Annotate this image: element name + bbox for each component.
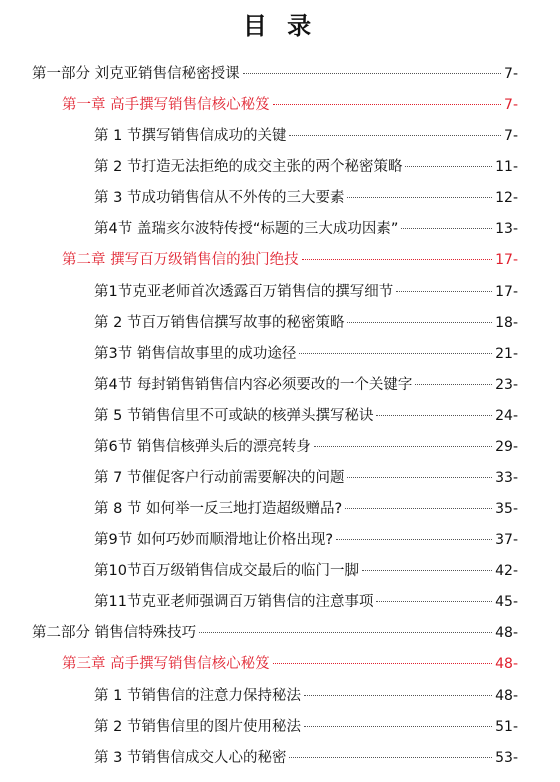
- toc-section: [94, 717, 518, 737]
- toc-chapter-1: [62, 95, 518, 115]
- toc-section: [94, 530, 518, 550]
- dot-leader: [273, 662, 493, 664]
- toc-page-number: 48-: [495, 656, 518, 672]
- toc-entry-label: 第4节 盖瑞亥尔波特传授“标题的三大成功因素”: [94, 221, 399, 237]
- toc-page-number: 18-: [495, 315, 518, 331]
- toc-section: [94, 157, 518, 177]
- toc-entry-label: 第 1 节销售信的注意力保持秘法: [94, 688, 301, 704]
- toc-chapter-3: [62, 654, 518, 674]
- toc-page-number: 33-: [495, 470, 518, 486]
- toc-page-number: 35-: [495, 501, 518, 517]
- dot-leader: [199, 631, 492, 633]
- toc-section: [94, 468, 518, 488]
- toc-page-number: 48-: [495, 688, 518, 704]
- toc-section: [94, 686, 518, 706]
- dot-leader: [376, 600, 492, 602]
- toc-section: [94, 499, 518, 519]
- dot-leader: [405, 165, 492, 167]
- page-title: 目 录: [242, 12, 318, 40]
- toc-entry-label: 第 3 节成功销售信从不外传的三大要素: [94, 190, 345, 206]
- dot-leader: [347, 196, 492, 198]
- dot-leader: [415, 383, 492, 385]
- toc-section: [94, 437, 518, 457]
- dot-leader: [304, 725, 492, 727]
- dot-leader: [314, 445, 492, 447]
- toc-entry-label: 第 3 节销售信成交人心的秘密: [94, 750, 287, 766]
- toc-entry-label: 第二章 撰写百万级销售信的独门绝技: [62, 252, 299, 268]
- toc-page-number: 17-: [495, 284, 518, 300]
- dot-leader: [347, 476, 492, 478]
- toc-section: [94, 748, 518, 768]
- toc-section: [94, 282, 518, 302]
- toc-entry-label: 第11节克亚老师强调百万销售信的注意事项: [94, 594, 374, 610]
- toc-page-number: 11-: [495, 159, 518, 175]
- toc-section: [94, 592, 518, 612]
- toc-entry-label: 第3节 销售信故事里的成功途径: [94, 346, 297, 362]
- toc-chapter-2: [62, 250, 518, 270]
- dot-leader: [289, 756, 492, 758]
- toc-entry-label: 第 2 节打造无法拒绝的成交主张的两个秘密策略: [94, 159, 403, 175]
- dot-leader: [376, 414, 492, 416]
- toc-section: [94, 375, 518, 395]
- toc-entry-label: 第6节 销售信核弹头后的漂亮转身: [94, 439, 311, 455]
- toc-entry-label: 第 8 节 如何举一反三地打造超级赠品?: [94, 501, 343, 517]
- toc-page-number: 7-: [504, 66, 518, 82]
- toc-page-number: 37-: [495, 532, 518, 548]
- dot-leader: [304, 694, 492, 696]
- toc-entry-label: 第9节 如何巧妙而顺滑地让价格出现?: [94, 532, 334, 548]
- toc-page-number: 51-: [495, 719, 518, 735]
- toc-page-number: 53-: [495, 750, 518, 766]
- toc-section: [94, 188, 518, 208]
- toc-entry-label: 第三章 高手撰写销售信核心秘笈: [62, 656, 270, 672]
- toc-page-number: 45-: [495, 594, 518, 610]
- toc-entry-label: 第 2 节销售信里的图片使用秘法: [94, 719, 301, 735]
- dot-leader: [362, 569, 492, 571]
- toc-page-number: 42-: [495, 563, 518, 579]
- toc-entry-label: 第 5 节销售信里不可或缺的核弹头撰写秘诀: [94, 408, 374, 424]
- dot-leader: [396, 290, 492, 292]
- toc-part-1: [32, 64, 518, 84]
- toc-entry-label: 第 7 节催促客户行动前需要解决的问题: [94, 470, 345, 486]
- dot-leader: [336, 538, 492, 540]
- toc-section: [94, 561, 518, 581]
- dot-leader: [347, 321, 492, 323]
- dot-leader: [345, 507, 492, 509]
- toc-page-number: 17-: [495, 252, 518, 268]
- toc-page-number: 7-: [504, 128, 518, 144]
- dot-leader: [401, 227, 492, 229]
- toc-page-number: 7-: [504, 97, 518, 113]
- dot-leader: [289, 134, 501, 136]
- toc-page-number: 21-: [495, 346, 518, 362]
- toc-part-2: [32, 623, 518, 643]
- toc-entry-label: 第4节 每封销售销售信内容必须要改的一个关键字: [94, 377, 413, 393]
- toc-entry-label: 第二部分 销售信特殊技巧: [32, 625, 197, 641]
- toc-entry-label: 第 1 节撰写销售信成功的关键: [94, 128, 287, 144]
- dot-leader: [302, 258, 493, 260]
- toc-entry-label: 第 2 节百万销售信撰写故事的秘密策略: [94, 315, 345, 331]
- toc-entry-label: 第一部分 刘克亚销售信秘密授课: [32, 66, 240, 82]
- toc-page-number: 29-: [495, 439, 518, 455]
- dot-leader: [243, 72, 501, 74]
- toc-section: [94, 406, 518, 426]
- toc-page-number: 13-: [495, 221, 518, 237]
- toc-page-number: 48-: [495, 625, 518, 641]
- toc-section: [94, 219, 518, 239]
- toc-entry-label: 第一章 高手撰写销售信核心秘笈: [62, 97, 270, 113]
- toc-section: [94, 313, 518, 333]
- toc-page-number: 24-: [495, 408, 518, 424]
- toc-page-number: 23-: [495, 377, 518, 393]
- dot-leader: [273, 103, 501, 105]
- toc-section: [94, 126, 518, 146]
- dot-leader: [299, 352, 492, 354]
- toc-entry-label: 第10节百万级销售信成交最后的临门一脚: [94, 563, 359, 579]
- toc-section: [94, 344, 518, 364]
- toc-page-number: 12-: [495, 190, 518, 206]
- toc-entry-label: 第1节克亚老师首次透露百万销售信的撰写细节: [94, 284, 394, 300]
